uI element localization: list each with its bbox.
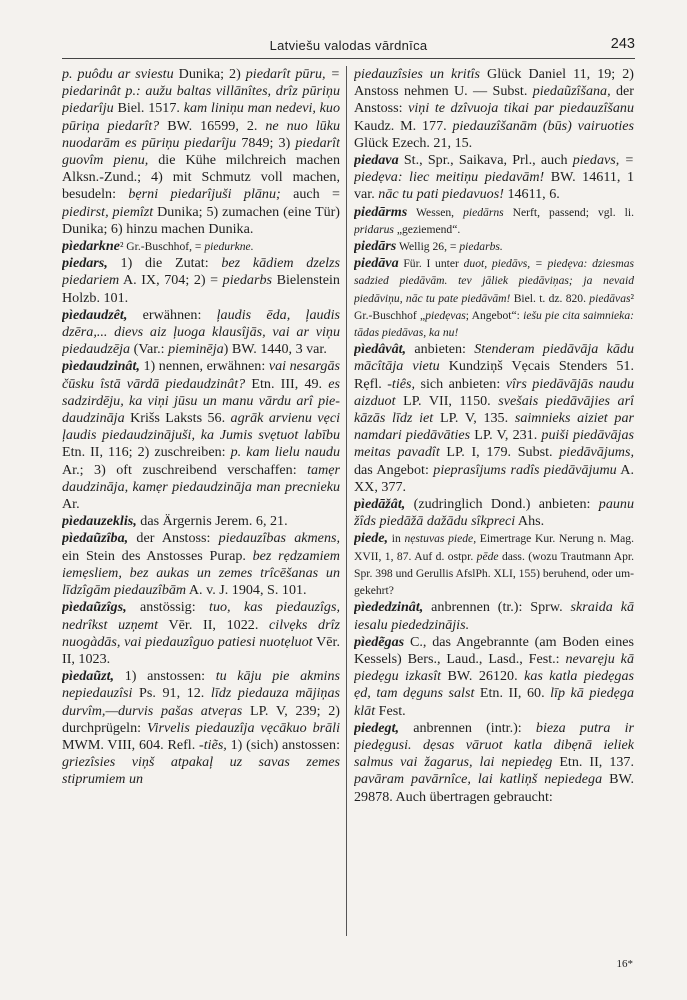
dictionary-entry [354, 530, 634, 599]
entry-text: bieza putra ir piedẹgusi. dẹsas vāruot katla dibẹnā ieliek salmus vai žagarus, lai nepiedẹg [354, 719, 634, 771]
dictionary-entry [62, 255, 340, 307]
entry-text: ) BW. 1440, 3 var. [223, 341, 327, 358]
entry-text: 1) anstossen: [114, 668, 216, 685]
entry-text: ² Gr.-Buschhof „ [354, 291, 634, 322]
entry-text: MWM. VIII, 604. Refl. [62, 736, 200, 753]
dictionary-entry [354, 496, 634, 530]
headword: piedārs [354, 238, 397, 255]
headword: piede, [354, 530, 389, 547]
entry-text: Dunika; 5) zumachen (eine Tür) Dunika; 6) hinzu machen Dunika. [62, 203, 340, 237]
entry-text: anbrennen (tr.): Sprw. [423, 599, 571, 616]
entry-text: LP. I, 179. Subst. [439, 444, 560, 461]
entry-text: (zudringlich Dond.) anbieten: [405, 496, 599, 513]
entry-text: Ahs. [515, 513, 545, 530]
entry-text: bẹrni piedarîjuši plānu; [128, 186, 281, 203]
entry-text: Wessen, [407, 205, 464, 219]
dictionary-entry [354, 634, 634, 720]
dictionary-entry [62, 599, 340, 668]
entry-text: Dunika; 2) [173, 66, 246, 82]
entry-text: Eimertrage Kur. Nerung n. Mag. XVII, 1, 87. Auf d. ostpr. [354, 532, 634, 563]
entry-text: līp kā piedẹga klāt [354, 685, 634, 719]
entry-text: tamẹr daudzināja, kamẹr piedaudzināja man precnieku [62, 461, 340, 495]
entry-text: bez kādiem dzelzs piedariem [62, 255, 340, 289]
entry-text: Glück Ezech. 21, 15. [354, 134, 473, 151]
entry-text: nevarẹju kā piedẹgu izkasît [354, 650, 634, 685]
entry-text: ļaudis ēda, ļaudis dzēra,... dievs aiz ļuoga klausîjās, vai ar viņu piedaudzēja [62, 306, 340, 358]
entry-text: ; Angebot“: [465, 308, 524, 322]
entry-text: nẹstuvas piede, [404, 532, 477, 546]
entry-text: LP. V, 239; 2) durchprügeln: [62, 702, 340, 736]
entry-text: A. v. J. 1904, S. 101. [186, 582, 307, 599]
entry-text: piedauzîsies un kritîs [354, 66, 481, 82]
entry-text: piedẹvas [425, 308, 466, 322]
entry-text: A. XX, 377. [354, 461, 634, 495]
entry-text: ein Stein des Anstosses Purap. [62, 547, 253, 564]
entry-text: kam liniņu man nedevi, kuo pūriņa piedarît? [62, 100, 340, 134]
headword: pìedaũzîba, [62, 530, 129, 547]
entry-text: Biel. 1517. [113, 100, 184, 117]
entry-text: LP. V, 135. [433, 410, 515, 427]
entry-text: vîrs piedāvājās naudu aizduot [354, 375, 634, 409]
dictionary-entry [62, 530, 340, 599]
headword: pìedāžât, [354, 496, 406, 513]
entry-text: duot, piedāvs, = piedẹva: dziesmas sadzied piedāvām. tev jāliek piedāviņas; ja nevaid piedāviņu, nāc tu pate piedāvām! [354, 257, 634, 305]
entry-text: A. IX, 704; 2) = [119, 272, 223, 289]
dictionary-entry [354, 255, 634, 341]
entry-text: piedarît pūru, = piedarinât p.: aužu baltas villānîtes, drîz pūriņu piedarîju [62, 66, 340, 117]
entry-text: piedāvājums, [559, 444, 634, 461]
entry-text: Glück Daniel 11, 19; 2) Anstoss nehmen U. — Subst. [354, 66, 634, 100]
entry-text: Kundziņš Vẹcais Stenders 51. Rẹfl. [354, 358, 634, 392]
entry-text: pieprasîjums radîs piedāvājumu [433, 461, 617, 478]
entry-text: C., das Angebrannte (am Boden eines Kessels) Bers., Laud., Lasd., Fest.: [354, 633, 634, 667]
entry-text: anbieten: [406, 341, 475, 358]
entry-text: viņi te dzîvuoja tikai par piedauzîšanu [408, 100, 634, 117]
entry-text: saimnieks aiziet par namdari piedāvāties [354, 410, 634, 444]
entry-text: p. kam lielu naudu [230, 444, 340, 461]
entry-text: piedarbs [222, 272, 272, 289]
entry-text: piedauzîšanām (būs) vairuoties [452, 117, 634, 134]
entry-text: Für. I unter [398, 257, 464, 271]
entry-text: vai nesargās čūsku îstā vārdā piedaudzinât? [62, 358, 340, 392]
entry-text: Ar. [62, 496, 80, 513]
dictionary-entry [62, 66, 340, 238]
entry-text: 1) nennen, erwähnen: [139, 358, 269, 375]
signature-mark: 16* [616, 958, 633, 970]
dictionary-entry [354, 341, 634, 496]
entry-text: 7849; 3) [236, 134, 296, 151]
entry-text: „geziemend“. [393, 222, 461, 236]
column-divider [346, 66, 347, 936]
entry-text: pēde [476, 549, 499, 563]
entry-text: Wellig 26, = [396, 240, 460, 254]
entry-text: bez rẹdzamiem iemẹsliem, bez aukas un zemes trîcēšanas un līdzîgām piedauzîbām [62, 547, 340, 599]
headword: pìedaũzt, [62, 668, 115, 685]
headword: pìedaudzinât, [62, 358, 140, 375]
dictionary-entry [62, 307, 340, 359]
running-title: Latviešu valodas vārdnīca [269, 38, 428, 53]
entry-text: Ar.; 3) oft zuschreibend verschaffen: [62, 461, 308, 478]
dictionary-entry [62, 668, 340, 788]
entry-text: BW. 29878. Auch übertragen gebraucht: [354, 771, 634, 805]
dictionary-entry [354, 204, 634, 238]
entry-text: der Anstoss: [354, 83, 634, 117]
entry-text: Etn. II, 60. [474, 685, 551, 702]
entry-text: -tiês, [387, 375, 416, 392]
headword: piedava [354, 152, 399, 169]
entry-text: cilvẹks drîz nuogàdās, vai piedauzîguo patiesi nuotẹluot [62, 616, 340, 650]
entry-text: der Anstoss: [128, 530, 219, 547]
entry-text: 14611, 6. [503, 186, 560, 203]
left-column [62, 66, 340, 946]
entry-text: ² Gr.-Buschhof, = [119, 240, 205, 254]
entry-text: griezîsies viņš atpakaļ uz savas zemes stiprumiem un [62, 754, 340, 788]
entry-text: Kaudz. M. 177. [354, 117, 453, 134]
entry-text: skraida kā iesalu piededzinājis. [354, 599, 634, 633]
entry-text: piedarbs. [459, 240, 503, 254]
entry-text: Stenderam piedāvāja kādu mācîtāja vietu [354, 341, 634, 375]
entry-text: p. puôdu ar sviestu [62, 66, 174, 82]
entry-text: Virvelis piedauzîja vẹcākuo brāli [147, 719, 340, 736]
headword: pìededzinât, [354, 599, 424, 616]
entry-text: iešu pie cita saimnieka: tādas piedāvas, ka nu! [354, 308, 634, 340]
entry-text: pieminēja [168, 341, 224, 358]
entry-text: pavāram pavārnîce, lai katliņš nepiedega [354, 771, 603, 788]
entry-text: piedarît guovîm pienu, [62, 134, 340, 169]
entry-text: paunu žîds piedāžā dažādu sîkpreci [354, 496, 634, 530]
headword: piedars, [62, 255, 108, 272]
entry-text: piedārns [463, 205, 504, 219]
entry-text: piedauzîbas akmens, [218, 530, 340, 547]
headword: piedāva [354, 255, 399, 272]
entry-text: die Kühe milchreich machen Alksn.-Zund.; 4) mit Schmutz voll machen, besudeln: [62, 152, 340, 203]
entry-text: Nerft, passend; vgl. li. [503, 205, 634, 219]
entry-text: anstössig: [126, 599, 210, 616]
entry-text: LP. V, 231. [470, 427, 542, 444]
headword: piedārms [354, 203, 408, 220]
entry-text: LP. VII, 1150. [395, 392, 499, 409]
entry-text: piedaũzîšana, [532, 83, 611, 100]
entry-text: das Angebot: [354, 461, 434, 478]
entry-text: Etn. II, 116; 2) zuschreiben: [62, 444, 231, 461]
entry-text: BW. 14611, 1 var. [354, 169, 634, 203]
entry-text: piedirst, piemîzt [62, 203, 154, 220]
headword: pìedaudzêt, [62, 306, 128, 323]
entry-text: Vēr. II, 1023. [62, 633, 340, 667]
entry-text: Biel. t. dz. 820. [510, 291, 590, 305]
headword: pìedẽgas [354, 633, 405, 650]
entry-text: piedurkne. [204, 240, 254, 254]
entry-text: BW. 16599, 2. [159, 117, 266, 134]
headword: pìedaũzîgs, [62, 599, 127, 616]
entry-text: tuo, kas piedauzîgs, nedrîkst uzņemt [62, 599, 340, 633]
page-number: 243 [610, 36, 635, 52]
entry-text: tu kāju pie akmins nepiedauzîsi [62, 668, 340, 702]
entry-text: agrāk arvienu vẹci ļaudis piedaudzinājuši, ka Jumis svẹtuot labību [62, 410, 340, 444]
entry-text: Vēr. II, 1022. [158, 616, 270, 633]
entry-text: Etn. III, 49. [245, 375, 329, 392]
entry-text: auch = [280, 186, 340, 203]
entry-text: dass. (wozu Trautmann Apr. Spr. 398 und Gerullis AfslPh. XLI, 155) beruhend, oder umgekehrt? [354, 549, 634, 598]
entry-text: Krišs Laksts 56. [124, 410, 231, 427]
entry-text: Ps. 91, 12. [132, 685, 211, 702]
page-header [62, 36, 635, 59]
entry-text: in [388, 532, 405, 546]
entry-text: Fest. [375, 702, 406, 719]
headword: pìedauzeklis, [62, 513, 137, 530]
entry-text: svešais piedāvājies arî kāzās līdz iet [354, 392, 634, 427]
entry-text: Etn. II, 137. [552, 754, 634, 771]
dictionary-entry [354, 238, 634, 255]
entry-text: BW. 26120. [441, 668, 525, 685]
entry-text: sich anbieten: [415, 375, 506, 392]
entry-text: piedavs, = piedẹva: liec meitiņu piedavām! [354, 152, 634, 186]
entry-text: -tiẽs, [199, 736, 227, 753]
entry-text: nāc tu pati piedavuos! [378, 186, 504, 203]
entry-text: piedāvas [589, 291, 631, 305]
entry-text: pridarus [354, 222, 394, 236]
headword: pìedarkne [62, 238, 120, 255]
dictionary-entry [354, 66, 634, 152]
headword: pìedâvât, [354, 341, 407, 358]
entry-text: St., Spr., Saikava, Prl., auch [398, 152, 573, 169]
entry-text: līdz piedauza mājiņas durvîm,—durvis pašas atveŗas [62, 685, 340, 719]
entry-text: anbrennen (intr.): [399, 719, 536, 736]
dictionary-entry [354, 152, 634, 204]
entry-text: erwähnen: [127, 306, 217, 323]
entry-text: es sadzirdēju, ka viņi jūsu un manu vārdu arî piedaudzināja [62, 375, 340, 427]
dictionary-entry [354, 599, 634, 633]
entry-text: ne nuo lūku nuodarām es pūriņu piedarîju [62, 117, 340, 151]
entry-text: kas katla piedẹgas ẹd, tam dẹguns salst [354, 668, 634, 702]
dictionary-entry [62, 238, 340, 255]
entry-text: 1) die Zutat: [107, 255, 222, 272]
entry-text: das Ärgernis Jerem. 6, 21. [136, 513, 288, 530]
entry-text: (Var.: [130, 341, 169, 358]
right-column [354, 66, 634, 946]
headword: piedegt, [354, 719, 400, 736]
entry-text: 1) (sich) anstossen: [226, 736, 340, 753]
dictionary-entry [354, 720, 634, 806]
entry-text: Bielenstein Holzb. 101. [62, 272, 340, 306]
dictionary-entry [62, 513, 340, 530]
dictionary-entry [62, 358, 340, 513]
entry-text: puiši piedāvājas meitas pavadît [354, 427, 634, 461]
